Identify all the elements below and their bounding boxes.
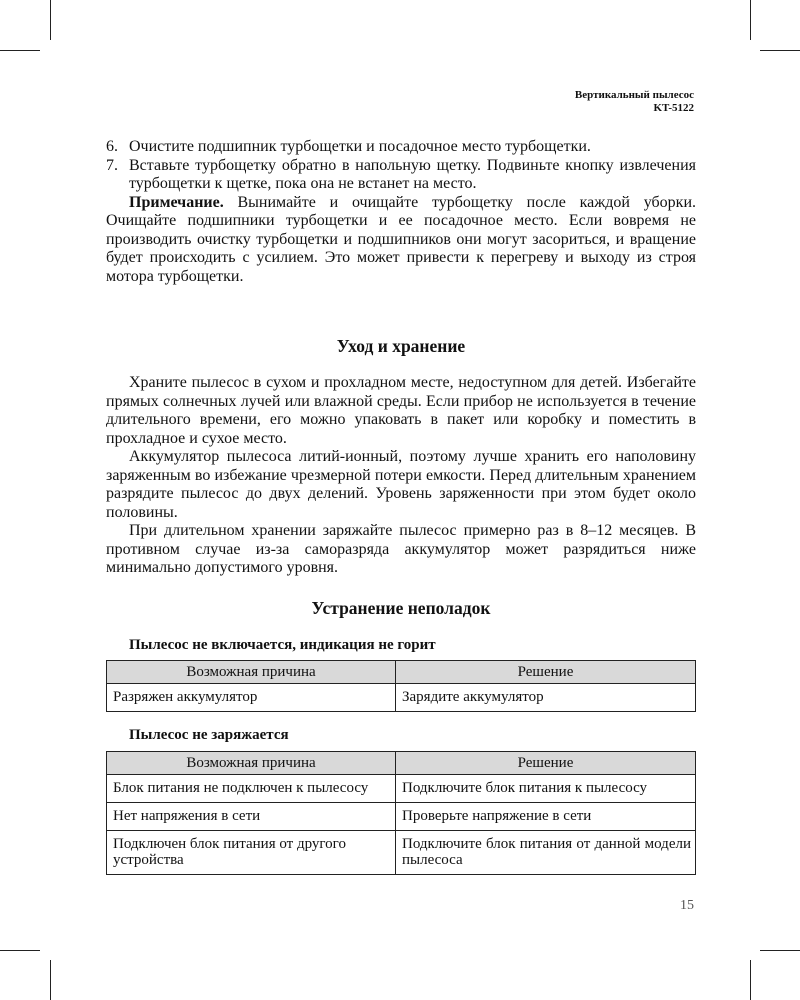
section-heading-care: Уход и хранение (336, 336, 466, 356)
page-content (106, 138, 696, 875)
crop-mark (50, 0, 51, 40)
solution-cell: Зарядите аккумулятор (396, 684, 696, 712)
column-header-cause: Возможная причина (107, 661, 396, 684)
column-header-cause: Возможная причина (107, 751, 396, 774)
column-header-solution: Решение (396, 661, 696, 684)
cause-cell: Нет напряжения в сети (107, 802, 396, 830)
crop-mark (760, 50, 800, 51)
care-paragraph: Храните пылесос в сухом и прохладном месте, недоступном для детей. Избегайте прямых солнечных лучей или влажной среды. Если прибор не используется в течение длительного времени, его можно упаковать в пакет или коробку и поместить в прохладное и сухое место. (106, 374, 696, 447)
list-item-text: Вставьте турбощетку обратно в напольную щетку. Подвиньте кнопку извлечения турбощетки к щетке, пока она не встанет на место. (129, 156, 696, 192)
header-model: KT-5122 (653, 102, 694, 114)
table-title: Пылесос не включается, индикация не горит (129, 636, 436, 653)
crop-mark (750, 960, 751, 1000)
table-header-row (107, 751, 696, 774)
table-row (107, 830, 696, 874)
care-paragraph: При длительном хранении заряжайте пылесос примерно раз в 8–12 месяцев. В противном случае из-за саморазряда аккумулятор может разрядиться ниже минимально допустимого уровня. (106, 522, 696, 576)
solution-cell: Проверьте напряжение в сети (396, 802, 696, 830)
crop-mark (0, 950, 40, 951)
crop-mark (0, 50, 40, 51)
list-item (106, 138, 696, 157)
crop-mark (50, 960, 51, 1000)
list-item-number: 6. (106, 138, 118, 155)
crop-mark (750, 0, 751, 40)
page-number: 15 (680, 898, 694, 913)
table-header-row (107, 661, 696, 684)
list-item-number: 7. (106, 156, 118, 174)
troubleshooting-table (106, 660, 696, 712)
crop-mark (760, 950, 800, 951)
note-paragraph (106, 194, 696, 287)
list-item-text: Очистите подшипник турбощетки и посадочное место турбощетки. (129, 138, 591, 155)
header-title: Вертикальный пылесос (574, 89, 694, 101)
table-row (107, 774, 696, 802)
solution-cell: Подключите блок питания от данной модели пылесоса (396, 830, 696, 874)
table-row (107, 802, 696, 830)
cause-cell: Блок питания не подключен к пылесосу (107, 774, 396, 802)
table-title: Пылесос не заряжается (129, 727, 289, 743)
cause-cell: Подключен блок питания от другого устройства (107, 830, 396, 874)
note-text: Вынимайте и очищайте турбощетку после каждой уборки. Очищайте подшипники турбощетки и ее посадочное место. Если вовремя не производить очистку турбощетки и подшипников они могут засориться, и вращение будет происходить с усилием. Это может привести к перегреву и выходу из строя мотора турбощетки. (106, 193, 696, 285)
column-header-solution: Решение (396, 751, 696, 774)
cause-cell: Разряжен аккумулятор (107, 684, 396, 712)
table-row (107, 684, 696, 712)
care-paragraph: Аккумулятор пылесоса литий-ионный, поэтому лучше хранить его наполовину заряженным во избежание чрезмерной потери емкости. Перед длительным хранением разрядите пылесос до двух делений. Уровень заряженности при этом будет около половины. (106, 448, 696, 521)
troubleshooting-table (106, 751, 696, 875)
list-item (106, 157, 696, 194)
section-heading-troubleshooting: Устранение неполадок (311, 597, 491, 618)
running-header (575, 89, 694, 115)
solution-cell: Подключите блок питания к пылесосу (396, 774, 696, 802)
note-label: Примечание. (129, 193, 224, 211)
